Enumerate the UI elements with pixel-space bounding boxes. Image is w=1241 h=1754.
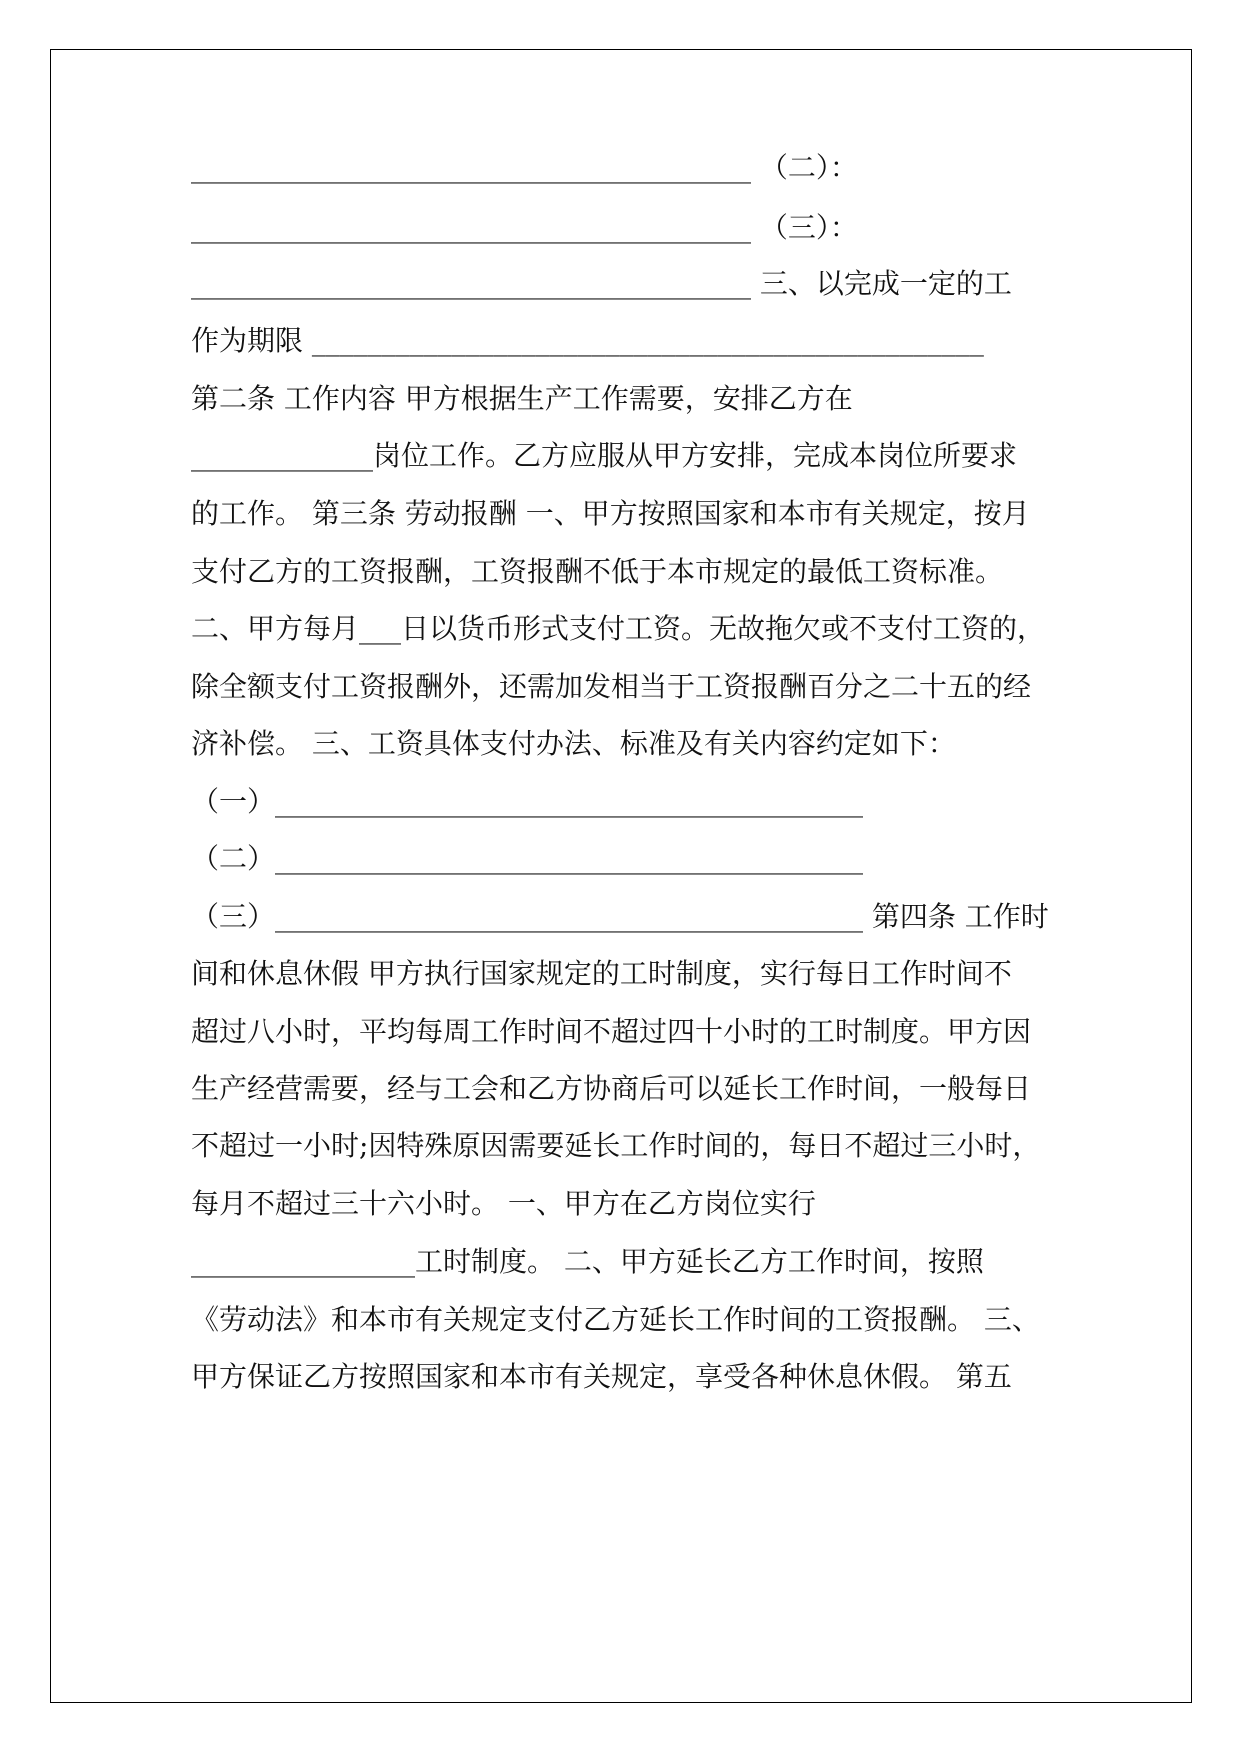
- text-line: ________________工时制度。 二、甲方延长乙方工作时间，按照: [191, 1245, 984, 1278]
- text-line: 每月不超过三十六小时。 一、甲方在乙方岗位实行: [191, 1187, 816, 1220]
- text-line: 甲方保证乙方按照国家和本市有关规定，享受各种休息休假。 第五: [191, 1360, 1012, 1393]
- text-line: ________________________________________ （二）：: [191, 151, 858, 184]
- text-line: 超过八小时，平均每周工作时间不超过四十小时的工时制度。甲方因: [191, 1015, 1032, 1048]
- text-line: 第二条 工作内容 甲方根据生产工作需要，安排乙方在: [191, 382, 853, 415]
- text-line: 二、甲方每月___日以货币形式支付工资。无故拖欠或不支付工资的，: [191, 612, 1046, 645]
- text-line: 济补偿。 三、工资具体支付办法、标准及有关内容约定如下：: [191, 727, 956, 760]
- text-line: ________________________________________ （三）：: [191, 211, 858, 244]
- text-line: 间和休息休假 甲方执行国家规定的工时制度，实行每日工作时间不: [191, 957, 1012, 990]
- text-line: 生产经营需要，经与工会和乙方协商后可以延长工作时间，一般每日: [191, 1072, 1032, 1105]
- text-line: 作为期限 ________________________________________________: [191, 324, 984, 357]
- text-line: （二）__________________________________________: [191, 842, 864, 875]
- text-line: ________________________________________ 三、以完成一定的工: [191, 267, 1012, 300]
- text-line: 不超过一小时;因特殊原因需要延长工作时间的，每日不超过三小时，: [191, 1129, 1041, 1162]
- text-line: _____________岗位工作。乙方应服从甲方安排，完成本岗位所要求: [191, 439, 1018, 472]
- text-line: （一）__________________________________________: [191, 785, 864, 818]
- text-line: 除全额支付工资报酬外，还需加发相当于工资报酬百分之二十五的经: [191, 670, 1032, 703]
- text-line: 的工作。 第三条 劳动报酬 一、甲方按照国家和本市有关规定，按月: [191, 497, 1030, 530]
- text-line: 《劳动法》和本市有关规定支付乙方延长工作时间的工资报酬。 三、: [191, 1303, 1040, 1336]
- text-line: 支付乙方的工资报酬，工资报酬不低于本市规定的最低工资标准。: [191, 555, 1004, 588]
- text-line: （三）__________________________________________ 第四条 工作时: [191, 900, 1049, 933]
